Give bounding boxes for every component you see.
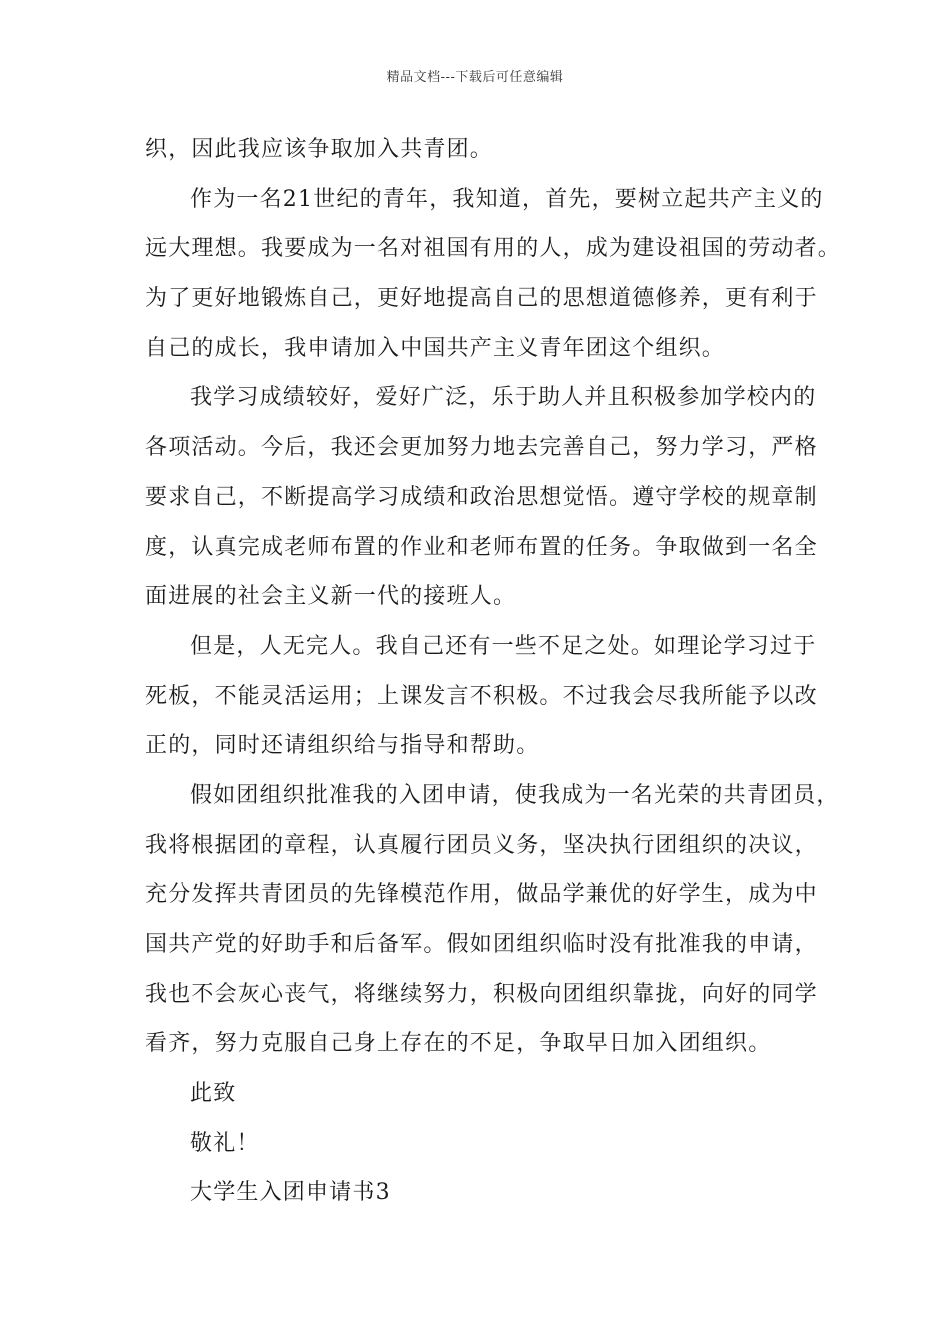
text-line: 我也不会灰心丧气，将继续努力，积极向团组织靠拢，向好的同学 [145, 981, 818, 1007]
text-line: 看齐，努力克服自己身上存在的不足，争取早日加入团组织。 [145, 1031, 772, 1057]
text-line: 远大理想。我要成为一名对祖国有用的人，成为建设祖国的劳动者。 [145, 236, 842, 262]
text-line: 各项活动。今后，我还会更加努力地去完善自己，努力学习，严格 [145, 435, 818, 461]
text-line: 充分发挥共青团员的先锋模范作用，做品学兼优的好学生，成为中 [145, 882, 818, 908]
closing-salutation: 此致 [190, 1081, 237, 1107]
text-line: 国共产党的好助手和后备军。假如团组织临时没有批准我的申请， [145, 932, 818, 957]
document-body [145, 125, 842, 1218]
text-line: 织，因此我应该争取加入共青团。 [145, 137, 494, 162]
text-line: 但是，人无完人。我自己还有一些不足之处。如理论学习过于 [190, 633, 817, 659]
section-title: 大学生入团申请书3 [190, 1180, 391, 1206]
text-line: 作为一名21世纪的青年，我知道，首先，要树立起共产主义的 [190, 186, 824, 212]
text-line: 面进展的社会主义新一代的接班人。 [145, 584, 517, 610]
text-line: 假如团组织批准我的入团申请，使我成为一名光荣的共青团员， [190, 782, 840, 808]
text-line: 要求自己，不断提高学习成绩和政治思想觉悟。遵守学校的规章制 [145, 484, 818, 510]
text-line: 正的，同时还请组织给与指导和帮助。 [145, 733, 540, 759]
text-line: 死板，不能灵活运用；上课发言不积极。不过我会尽我所能予以改 [145, 683, 818, 709]
text-line: 自己的成长，我申请加入中国共产主义青年团这个组织。 [145, 335, 726, 361]
text-line: 为了更好地锻炼自己，更好地提高自己的思想道德修养，更有利于 [145, 286, 818, 312]
closing-regards: 敬礼！ [190, 1130, 260, 1156]
page-header: 精品文档---下载后可任意编辑 [386, 70, 564, 85]
text-line: 我将根据团的章程，认真履行团员义务，坚决执行团组织的决议， [145, 832, 818, 858]
text-line: 我学习成绩较好，爱好广泛，乐于助人并且积极参加学校内的 [190, 385, 817, 411]
text-line: 度，认真完成老师布置的作业和老师布置的任务。争取做到一名全 [145, 534, 818, 560]
